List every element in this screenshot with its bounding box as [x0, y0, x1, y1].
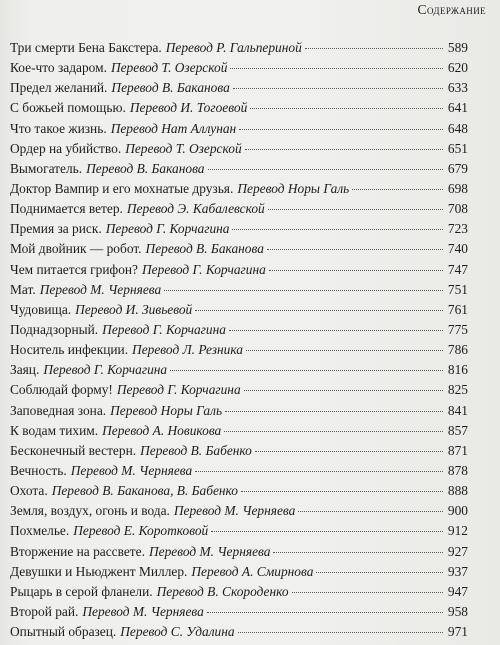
entry-translator-credit: Перевод А. Смирнова: [191, 563, 314, 579]
dot-leader: [268, 209, 443, 210]
entry-page-number: 698: [447, 180, 468, 196]
toc-entry[interactable]: [10, 582, 468, 602]
entry-page-number: 633: [447, 80, 468, 96]
dot-leader: [241, 491, 443, 492]
entry-title: Три смерти Бена Бакстера.: [10, 40, 162, 55]
entry-translator-credit: Перевод М. Черняева: [70, 462, 193, 478]
toc-entry[interactable]: [10, 78, 468, 98]
toc-entry[interactable]: [10, 542, 468, 562]
entry-page-number: 958: [447, 603, 468, 619]
entry-translator-credit: Перевод М. Черняева: [82, 603, 204, 619]
toc-entry[interactable]: [10, 421, 468, 441]
entry-title: Поднадзорный.: [10, 321, 99, 337]
toc-entry[interactable]: [10, 622, 468, 642]
entry-page-number: 937: [447, 563, 468, 579]
entry-translator-credit: Перевод В. Баканова, В. Бабенко: [51, 483, 238, 499]
entry-page-number: 816: [447, 362, 468, 378]
entry-translator-credit: Перевод А. Новикова: [102, 422, 222, 438]
entry-page-number: 708: [447, 201, 468, 217]
entry-title: Охота.: [10, 483, 48, 499]
toc-entry[interactable]: [10, 481, 468, 501]
entry-translator-credit: Перевод М. Черняева: [173, 503, 296, 519]
entry-title: Кое-что задаром.: [10, 60, 107, 76]
entry-translator-credit: Перевод Е. Коротковой: [73, 523, 209, 539]
toc-entry[interactable]: [10, 501, 468, 521]
dot-leader: [230, 68, 443, 69]
dot-leader: [233, 88, 443, 89]
entry-page-number: 927: [447, 543, 468, 559]
entry-translator-credit: Перевод Г. Корчагина: [105, 221, 230, 237]
toc-entry[interactable]: [10, 179, 468, 199]
dot-leader: [224, 431, 443, 432]
entry-title: Похмелье.: [10, 523, 70, 539]
entry-title: Вечность.: [10, 462, 67, 478]
toc-entry[interactable]: [10, 360, 468, 380]
entry-page-number: 888: [447, 483, 468, 499]
entry-title: С божьей помощью.: [10, 100, 126, 116]
dot-leader: [255, 451, 443, 452]
entry-page-number: 620: [447, 60, 468, 76]
entry-translator-credit: Перевод И. Зивьевой: [75, 301, 193, 317]
entry-page-number: 641: [447, 100, 468, 116]
entry-page-number: 723: [447, 221, 468, 237]
entry-page-number: 761: [447, 301, 468, 317]
entry-page-number: 651: [447, 140, 468, 156]
entry-translator-credit: Перевод Норы Галь: [110, 402, 223, 418]
toc-entry[interactable]: [10, 380, 468, 400]
entry-title: Бесконечный вестерн.: [10, 442, 137, 458]
entry-page-number: 878: [447, 462, 468, 478]
entry-translator-credit: Перевод В. Баканова: [145, 241, 264, 257]
entry-page-number: 825: [447, 382, 468, 398]
toc-entry[interactable]: [10, 602, 468, 622]
toc-entry[interactable]: [10, 38, 468, 58]
dot-leader: [225, 411, 443, 412]
dot-leader: [232, 229, 443, 230]
entry-title: Поднимается ветер.: [10, 201, 123, 217]
toc-entry[interactable]: [10, 461, 468, 481]
entry-title: Ордер на убийство.: [10, 140, 122, 156]
entry-title: Премия за риск.: [10, 221, 102, 237]
toc-entry[interactable]: [10, 219, 468, 239]
dot-leader: [245, 149, 443, 150]
entry-translator-credit: Перевод С. Удалина: [120, 624, 235, 640]
toc-entry[interactable]: [10, 320, 468, 340]
entry-translator-credit: Перевод В. Баканова: [111, 80, 230, 96]
dot-leader: [195, 310, 443, 311]
entry-page-number: 912: [447, 523, 468, 539]
entry-title: Опытный образец.: [10, 624, 117, 640]
dot-leader: [170, 370, 443, 371]
entry-title: Что такое жизнь.: [10, 120, 107, 136]
entry-page-number: 648: [447, 120, 468, 136]
entry-title: Соблюдай форму!: [10, 382, 113, 398]
entry-translator-credit: Перевод В. Баканова: [86, 160, 205, 176]
entry-translator-credit: Перевод Т. Озерской: [125, 140, 242, 156]
dot-leader: [246, 350, 443, 351]
toc-entry[interactable]: [10, 58, 468, 78]
dot-leader: [352, 189, 443, 190]
toc-entry[interactable]: [10, 139, 468, 159]
toc-entry[interactable]: [10, 340, 468, 360]
dot-leader: [238, 632, 443, 633]
entry-page-number: 871: [447, 442, 468, 458]
entry-page-number: 786: [447, 342, 468, 358]
entry-page-number: 589: [447, 40, 468, 55]
entry-page-number: 857: [447, 422, 468, 438]
toc-entry[interactable]: [10, 280, 468, 300]
entry-title: Мой двойник — робот.: [10, 241, 142, 257]
entry-translator-credit: Перевод Нат Аллунан: [110, 120, 237, 136]
entry-translator-credit: Перевод Г. Корчагина: [142, 261, 266, 277]
entry-translator-credit: Перевод Т. Озерской: [110, 60, 228, 76]
toc-entry[interactable]: [10, 159, 468, 179]
entry-page-number: 679: [447, 160, 468, 176]
dot-leader: [164, 290, 443, 291]
entry-title: Чудовища.: [10, 301, 72, 317]
dot-leader: [298, 511, 443, 512]
entry-translator-credit: Перевод М. Черняева: [148, 543, 271, 559]
entry-title: Земля, воздух, огонь и вода.: [10, 503, 170, 519]
toc-entry[interactable]: [10, 562, 468, 582]
entry-page-number: 751: [447, 281, 468, 297]
entry-translator-credit: Перевод Норы Галь: [237, 180, 350, 196]
dot-leader: [207, 612, 443, 613]
entry-translator-credit: Перевод И. Тогоевой: [129, 100, 248, 116]
entry-title: Рыцарь в серой фланели.: [10, 583, 153, 599]
dot-leader: [305, 48, 443, 49]
entry-page-number: 841: [447, 402, 468, 418]
toc-entry[interactable]: [10, 199, 468, 219]
entry-title: Чем питается грифон?: [10, 261, 139, 277]
dot-leader: [267, 249, 443, 250]
entry-page-number: 747: [447, 261, 468, 277]
entry-title: Девушки и Ньюджент Миллер.: [10, 563, 188, 579]
dot-leader: [244, 390, 443, 391]
entry-translator-credit: Перевод Г. Корчагина: [43, 362, 168, 378]
entry-title: К водам тихим.: [10, 422, 99, 438]
entry-translator-credit: Перевод В. Скороденко: [156, 583, 289, 599]
dot-leader: [211, 531, 443, 532]
entry-page-number: 947: [447, 583, 468, 599]
dot-leader: [229, 330, 443, 331]
entry-page-number: 971: [447, 624, 468, 640]
toc-entry[interactable]: [10, 441, 468, 461]
entry-title: Мат.: [10, 281, 36, 297]
dot-leader: [250, 108, 443, 109]
entry-title: Вымогатель.: [10, 160, 83, 176]
dot-leader: [269, 270, 443, 271]
toc-entry[interactable]: [10, 119, 468, 139]
running-head: Содержание: [417, 2, 486, 17]
dot-leader: [316, 572, 443, 573]
dot-leader: [292, 592, 443, 593]
entry-title: Второй рай.: [10, 603, 79, 619]
entry-title: Вторжение на рассвете.: [10, 543, 145, 559]
entry-title: Доктор Вампир и его мохнатые друзья.: [10, 180, 234, 196]
toc-entry[interactable]: [10, 239, 468, 259]
entry-title: Заяц.: [10, 362, 40, 378]
entry-page-number: 900: [447, 503, 468, 519]
entry-translator-credit: Перевод В. Бабенко: [140, 442, 252, 458]
dot-leader: [239, 129, 443, 130]
dot-leader: [208, 169, 443, 170]
entry-title: Предел желаний.: [10, 80, 108, 96]
table-of-contents: [10, 38, 468, 642]
toc-entry[interactable]: [10, 521, 468, 541]
entry-title: Носитель инфекции.: [10, 342, 129, 358]
entry-translator-credit: Перевод Р. Гальпериной: [165, 40, 302, 55]
dot-leader: [195, 471, 443, 472]
entry-title: Заповедная зона.: [10, 402, 107, 418]
entry-translator-credit: Перевод Л. Резника: [132, 342, 243, 358]
entry-translator-credit: Перевод М. Черняева: [39, 281, 162, 297]
toc-entry[interactable]: [10, 98, 468, 118]
entry-translator-credit: Перевод Э. Кабалевской: [126, 201, 265, 217]
entry-page-number: 740: [447, 241, 468, 257]
toc-entry[interactable]: [10, 401, 468, 421]
entry-page-number: 775: [447, 321, 468, 337]
entry-translator-credit: Перевод Г. Корчагина: [116, 382, 241, 398]
entry-translator-credit: Перевод Г. Корчагина: [102, 321, 226, 337]
toc-entry[interactable]: [10, 300, 468, 320]
dot-leader: [273, 552, 443, 553]
toc-entry[interactable]: [10, 260, 468, 280]
